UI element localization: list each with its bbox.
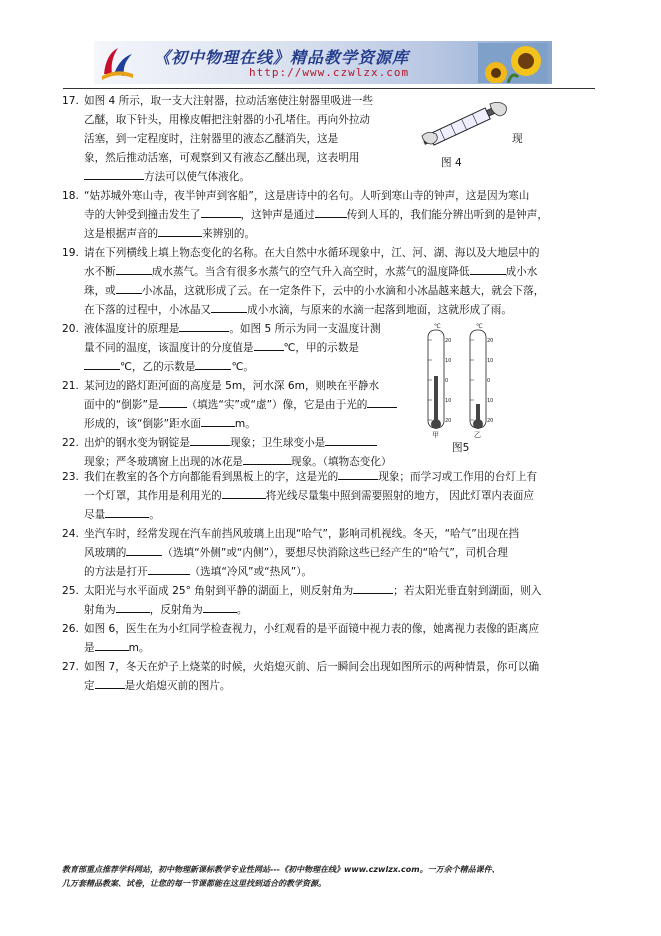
thermometer-label: 甲 (432, 431, 439, 438)
question-text: 小冰晶，这就形成了云。在一定条件下，云中的小水滴和小冰晶越来越大，就会下落， (141, 285, 545, 297)
question-26-line-1 (62, 620, 539, 639)
question-text: 请在下列横线上填上物态变化的名称。在大自然中水循环现象中，江、河、湖、海以及大地层中的 (84, 247, 540, 259)
question-25-line-1 (62, 582, 541, 601)
question-text: （选填“外侧”或“内侧”），要想尽快消除这些已经产生的“哈气”，司机合理 (162, 547, 508, 559)
question-text: 如图 4 所示，取一支大注射器，拉动活塞使注射器里吸进一些 (84, 95, 373, 107)
tick-label: 20 (445, 338, 452, 344)
question-number: 18. (62, 190, 79, 202)
question-text: 面中的“倒影”是 (84, 399, 159, 411)
answer-blank[interactable] (254, 339, 284, 351)
question-number: 23. (62, 471, 79, 483)
question-text: 。 (149, 509, 160, 521)
question-17-line-3-end (512, 130, 523, 149)
question-19-line-2 (84, 263, 537, 282)
question-text: 成小水滴，与原来的水滴一起落到地面，这就形成了雨。 (247, 304, 512, 316)
question-18-line-2 (84, 206, 548, 225)
tick-label: 10 (445, 398, 452, 404)
answer-blank[interactable] (116, 282, 142, 294)
tick-label: 0 (445, 378, 449, 384)
question-text: （填选“实”或“虚”）像，它是由于光的 (186, 399, 368, 411)
question-text: 如图 7，冬天在炉子上烧菜的时候，火焰熄灭前、后一瞬间会出现如图所示的两种情景，你可以确 (84, 661, 540, 673)
question-text: 形成的，该“倒影”距水面 (84, 418, 201, 430)
question-text: “姑苏城外寒山寺，夜半钟声到客船”，这是唐诗中的名句。人听到寒山寺的钟声，这是因为寒山 (84, 190, 530, 202)
question-text: ，反射角为 (149, 604, 203, 616)
question-text: 传到人耳的，我们能分辨出听到的是钟声， (346, 209, 548, 221)
question-17-line-4 (84, 149, 359, 168)
question-text: 来辨别的。 (202, 228, 256, 240)
question-23-line-1 (62, 468, 537, 487)
question-27-line-2 (84, 677, 231, 696)
answer-blank[interactable] (190, 434, 230, 446)
answer-blank[interactable] (158, 225, 202, 237)
question-text: 现 (512, 133, 523, 145)
question-text: 方法可以使气体液化。 (144, 171, 250, 183)
question-19-line-1 (62, 244, 540, 263)
question-text: ℃，甲的示数是 (283, 342, 359, 354)
question-text: 象，然后推动活塞，可观察到又有液态乙醚出现，这表明用 (84, 152, 360, 164)
figure-4-syringe-image (420, 96, 510, 152)
question-text: 尽量 (84, 509, 106, 521)
tick-label: 0 (487, 378, 491, 384)
question-23-line-2 (84, 487, 534, 506)
banner-url[interactable]: http://www.czwlzx.com (249, 66, 410, 79)
header-rule (63, 88, 595, 89)
question-number: 21. (62, 380, 79, 392)
answer-blank[interactable] (179, 320, 229, 332)
figure-5-caption: 图5 (452, 442, 470, 454)
question-text: 现象。（填物态变化） (290, 456, 392, 468)
question-text: 水不断 (84, 266, 116, 278)
question-text: 我们在教室的各个方向都能看到黑板上的字，这是光的 (84, 471, 339, 483)
question-21-line-1 (62, 377, 379, 396)
question-text: 珠，或 (84, 285, 116, 297)
answer-blank[interactable] (148, 563, 190, 575)
question-24-line-1 (62, 525, 519, 544)
question-20-line-1 (62, 320, 381, 339)
answer-blank[interactable] (203, 601, 237, 613)
answer-blank[interactable] (105, 506, 149, 518)
answer-blank[interactable] (211, 301, 247, 313)
answer-blank[interactable] (95, 677, 125, 689)
sunflower-image-icon (478, 43, 548, 83)
question-24-line-3 (84, 563, 312, 582)
answer-blank[interactable] (126, 544, 162, 556)
question-text: 现象；而学习或工作用的台灯上有 (378, 471, 538, 483)
question-17-line-5 (84, 168, 250, 187)
question-text: 的方法是打开 (84, 566, 148, 578)
banner-title: 《初中物理在线》精品教学资源库 (154, 48, 410, 67)
question-text: 某河边的路灯距河面的高度是 5m，河水深 6m，则映在平静水 (84, 380, 380, 392)
question-number: 26. (62, 623, 79, 635)
question-text: 定 (84, 680, 95, 692)
answer-blank[interactable] (325, 434, 377, 446)
question-number: 19. (62, 247, 79, 259)
question-17-line-1 (62, 92, 373, 111)
question-23-line-3 (84, 506, 160, 525)
question-text: 现象；卫生球变小是 (229, 437, 326, 449)
question-number: 20. (62, 323, 79, 335)
answer-blank[interactable] (470, 263, 506, 275)
question-text: 坐汽车时，经常发现在汽车前挡风玻璃上出现“哈气”，影响司机视线。冬天，“哈气”出现在挡 (84, 528, 520, 540)
question-22-line-1 (62, 434, 377, 453)
question-number: 24. (62, 528, 79, 540)
question-17-line-2 (84, 111, 370, 130)
answer-blank[interactable] (195, 358, 231, 370)
question-text: ，这钟声是通过 (240, 209, 315, 221)
question-27-line-1 (62, 658, 539, 677)
question-text: 在下落的过程中，小冰晶又 (84, 304, 212, 316)
question-text: 成小水 (505, 266, 538, 278)
answer-blank[interactable] (201, 415, 235, 427)
question-text: ℃，乙的示数是 (120, 361, 196, 373)
question-text: 现象；严冬玻璃窗上出现的冰花是 (84, 456, 243, 468)
question-26-line-2 (84, 639, 150, 658)
question-text: 活塞，到一定程度时，注射器里的液态乙醚消失，这是 (84, 133, 339, 145)
answer-blank[interactable] (84, 358, 120, 370)
question-number: 17. (62, 95, 79, 107)
question-text: 液体温度计的原理是 (84, 323, 180, 335)
question-number: 27. (62, 661, 79, 673)
question-18-line-3 (84, 225, 255, 244)
figure-4-caption: 图 4 (441, 157, 462, 169)
question-text: 量不同的温度，该温度计的分度值是 (84, 342, 254, 354)
question-20-line-3 (84, 358, 254, 377)
question-text: 太阳光与水平面成 25° 角射到平静的湖面上，则反射角为 (84, 585, 354, 597)
question-text: 将光线尽量集中照到需要照射的地方， 因此灯罩内表面应 (265, 490, 534, 502)
question-text: m。 (234, 418, 256, 430)
question-text: 是 (84, 642, 95, 654)
site-logo-icon (100, 44, 134, 81)
question-text: 乙醚，取下针头，用橡皮帽把注射器的小孔堵住。再向外拉动 (84, 114, 371, 126)
question-text: （选填“冷风”或“热风”）。 (189, 566, 313, 578)
answer-blank[interactable] (315, 206, 347, 218)
answer-blank[interactable] (116, 601, 150, 613)
question-text: 成水蒸气。当含有很多水蒸气的空气升入高空时，水蒸气的温度降低 (151, 266, 470, 278)
question-text: 出炉的钢水变为钢锭是 (84, 437, 190, 449)
thermometer-yi-image (458, 320, 498, 438)
question-text: 寺的大钟受到撞击发生了 (84, 209, 201, 221)
answer-blank[interactable] (243, 453, 291, 465)
question-21-line-3 (84, 415, 256, 434)
question-19-line-3 (84, 282, 544, 301)
question-text: m。 (128, 642, 150, 654)
tick-label: 10 (487, 358, 494, 364)
tick-label: 10 (445, 358, 452, 364)
question-number: 22. (62, 437, 79, 449)
question-text: 风玻璃的 (84, 547, 127, 559)
answer-blank[interactable] (201, 206, 241, 218)
question-text: 是火焰熄灭前的图片。 (124, 680, 231, 692)
thermometer-unit: ℃ (434, 323, 441, 330)
answer-blank[interactable] (116, 263, 152, 275)
question-text: 这是根据声音的 (84, 228, 159, 240)
footer-line-1: 教育部重点推荐学科网站，初中物理新课标教学专业性网站---《初中物理在线》www.czwlzx.com。一万余个精品课件、 (62, 865, 500, 874)
question-text: 射角为 (84, 604, 116, 616)
question-24-line-2 (84, 544, 508, 563)
answer-blank[interactable] (338, 468, 378, 480)
question-17-line-3 (84, 130, 338, 149)
question-number: 25. (62, 585, 79, 597)
tick-label: 20 (487, 338, 494, 344)
answer-blank[interactable] (84, 168, 144, 180)
question-text: 如图 6，医生在为小红同学检查视力，小红观看的是平面镜中视力表的像，她离视力表像的距离应 (84, 623, 540, 635)
question-text: ℃。 (231, 361, 254, 373)
question-20-line-2 (84, 339, 359, 358)
question-18-line-1 (62, 187, 529, 206)
footer-line-2: 几万套精品教案、试卷，让您的每一节课都能在这里找到适合的教学资源。 (62, 879, 326, 888)
question-text: 一个灯罩，其作用是利用光的 (84, 490, 222, 502)
question-21-line-2 (84, 396, 397, 415)
question-25-line-2 (84, 601, 247, 620)
thermometer-jia-image (416, 320, 456, 438)
thermometer-label: 乙 (474, 431, 481, 438)
answer-blank[interactable] (95, 639, 129, 651)
answer-blank[interactable] (159, 396, 187, 408)
answer-blank[interactable] (353, 582, 393, 594)
question-text: ；若太阳光垂直射到湖面，则入 (393, 585, 542, 597)
tick-label: 20 (445, 418, 452, 424)
thermometer-unit: ℃ (476, 323, 483, 330)
tick-label: 20 (487, 418, 494, 424)
tick-label: 10 (487, 398, 494, 404)
question-text: 。 (236, 604, 248, 616)
answer-blank[interactable] (367, 396, 397, 408)
answer-blank[interactable] (222, 487, 266, 499)
question-text: 。如图 5 所示为同一支温度计测 (229, 323, 381, 335)
header-banner (94, 41, 552, 84)
question-19-line-4 (84, 301, 512, 320)
